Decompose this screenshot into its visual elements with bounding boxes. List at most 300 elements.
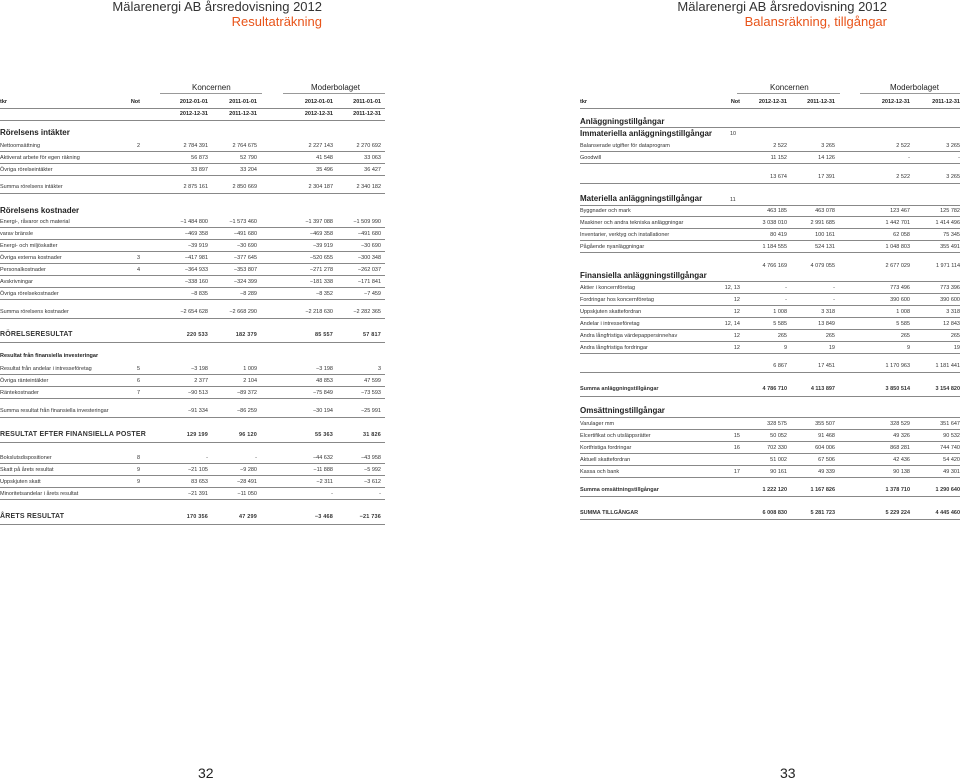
col-head: 2011-12-31: [932, 99, 960, 105]
row-value: −39 919: [312, 243, 333, 249]
section-note: 10: [730, 131, 737, 137]
row-note: 4: [136, 267, 140, 273]
table-row: [0, 407, 385, 415]
table-row: [480, 262, 960, 270]
section-note: 11: [730, 197, 736, 203]
section-title: Omsättningstillgångar: [580, 406, 665, 415]
row-value: −1 509 990: [353, 219, 381, 225]
row-label: Kassa och bank: [580, 469, 620, 475]
rule: [0, 275, 385, 276]
row-value: −9 280: [240, 467, 257, 473]
row-value: −73 593: [360, 390, 381, 396]
row-value: −44 632: [312, 455, 333, 461]
rule: [580, 453, 960, 454]
table-row: [480, 456, 960, 464]
row-value: −90 513: [187, 390, 208, 396]
row-value: −181 338: [309, 279, 333, 285]
row-value: 4 445 460: [935, 510, 960, 516]
row-value: 125 782: [940, 208, 960, 214]
row-label: Pågående nyanläggningar: [580, 244, 645, 250]
group-rule: [160, 93, 262, 94]
table-row: [0, 142, 385, 150]
row-value: −353 807: [233, 267, 257, 273]
row-value: 1 184 555: [762, 244, 787, 250]
rule: [0, 374, 385, 375]
rule: [580, 252, 960, 253]
page-subtitle: Resultaträkning: [231, 14, 322, 29]
row-label: Andra långfristiga värdepappersinnehav: [580, 333, 678, 339]
table-row: [480, 385, 960, 393]
rule: [0, 287, 385, 288]
report-title: Mälarenergi AB årsredovisning 2012: [677, 0, 887, 14]
rule: [580, 127, 960, 128]
row-value: 702 330: [767, 445, 787, 451]
row-value: -: [331, 491, 333, 497]
row-value: −377 645: [233, 255, 257, 261]
row-value: 19: [828, 345, 835, 351]
row-value: −2 654 628: [180, 309, 208, 315]
row-value: 2 522: [896, 143, 910, 149]
row-value: −491 680: [357, 231, 381, 237]
group-rule: [860, 93, 960, 94]
page-number: 33: [780, 765, 796, 780]
col-not: Not: [730, 99, 740, 105]
row-value: 744 740: [940, 445, 960, 451]
row-value: 3 265: [821, 143, 835, 149]
section-title: Rörelsens kostnader: [0, 206, 80, 215]
row-value: 51 002: [770, 457, 787, 463]
col-head: 2012-12-31: [179, 111, 208, 117]
row-value: 54 420: [943, 457, 960, 463]
row-value: −25 991: [360, 408, 381, 414]
row-value: 265: [900, 333, 910, 339]
row-value: −3 612: [364, 479, 381, 485]
rule: [580, 281, 960, 282]
row-value: −171 841: [357, 279, 381, 285]
row-value: −89 372: [236, 390, 257, 396]
row-value: -: [833, 297, 835, 303]
table-row: [0, 278, 385, 286]
table-row: [480, 344, 960, 352]
rule: [0, 442, 385, 443]
row-value: −21 391: [187, 491, 208, 497]
col-head: 2011-01-01: [229, 99, 257, 105]
group-moderbolaget: Moderbolaget: [311, 83, 360, 92]
rule: [580, 353, 960, 354]
table-row: [0, 377, 385, 385]
rule: [580, 240, 960, 241]
group-moderbolaget: Moderbolaget: [890, 83, 939, 92]
section-title: Rörelsens intäkter: [0, 128, 70, 137]
table-row: [480, 284, 960, 292]
rule: [580, 417, 960, 418]
row-value: 11 152: [770, 155, 787, 161]
row-value: 33 063: [364, 155, 381, 161]
row-value: 4 786 710: [762, 386, 787, 392]
col-tkr: tkr: [0, 99, 8, 105]
row-value: 1 167 826: [810, 487, 835, 493]
row-value: 83 653: [191, 479, 208, 485]
section-title: Resultat från finansiella investeringar: [0, 353, 99, 359]
row-value: −11 050: [237, 491, 257, 497]
row-value: 6 008 830: [762, 510, 787, 516]
table-row: [0, 365, 385, 373]
rule: [0, 318, 385, 319]
row-value: 390 600: [940, 297, 960, 303]
row-value: -: [379, 491, 381, 497]
row-label: RESULTAT EFTER FINANSIELLA POSTER: [0, 431, 146, 438]
row-value: 129 199: [186, 432, 208, 438]
rule: [0, 108, 385, 109]
row-value: 1 170 963: [885, 363, 910, 369]
col-head: 2011-12-31: [229, 111, 257, 117]
row-value: −7 459: [364, 291, 381, 297]
row-value: 328 529: [890, 421, 910, 427]
row-value: 4 079 055: [810, 263, 835, 269]
row-value: −39 919: [187, 243, 208, 249]
row-value: 67 506: [818, 457, 835, 463]
table-row: [480, 296, 960, 304]
row-value: −271 278: [309, 267, 333, 273]
row-value: 5 585: [773, 321, 787, 327]
row-value: 1 378 710: [885, 487, 910, 493]
row-label: Aktiverat arbete för egen räkning: [0, 155, 80, 161]
row-value: 773 396: [940, 285, 960, 291]
row-label: Summa rörelsens kostnader: [0, 309, 69, 315]
row-value: 123 467: [890, 208, 910, 214]
row-value: 31 826: [362, 432, 381, 438]
col-head: 2012-01-01: [304, 99, 333, 105]
row-label: Övriga ränteintäkter: [0, 378, 49, 384]
row-label: Övriga rörelsekostnader: [0, 291, 59, 297]
group-rule: [737, 93, 840, 94]
rule: [0, 239, 385, 240]
row-value: 91 468: [818, 433, 835, 439]
column-header-row: [0, 99, 385, 107]
row-value: 2 104: [243, 378, 257, 384]
rule: [0, 151, 385, 152]
rule: [580, 341, 960, 342]
row-note: 16: [733, 445, 740, 451]
row-value: 265: [777, 333, 787, 339]
row-value: −43 958: [360, 455, 381, 461]
row-value: 6 867: [773, 363, 787, 369]
row-label: Bokslutsdispositioner: [0, 455, 52, 461]
row-value: 182 379: [235, 332, 257, 338]
row-value: −262 037: [357, 267, 381, 273]
row-label: Skatt på årets resultat: [0, 467, 54, 473]
row-value: −21 105: [187, 467, 208, 473]
row-label: Avskrivningar: [0, 279, 33, 285]
row-value: -: [908, 155, 910, 161]
table-row: [0, 290, 385, 298]
row-value: -: [833, 285, 835, 291]
row-value: 1 009: [243, 366, 257, 372]
row-value: 90 532: [943, 433, 960, 439]
row-label: Summa resultat från finansiella investeringar: [0, 408, 109, 414]
row-value: −469 358: [184, 231, 208, 237]
row-value: 463 078: [815, 208, 835, 214]
row-value: 3 038 010: [762, 220, 787, 226]
col-not: Not: [130, 99, 140, 105]
row-label: Andra långfristiga fordringar: [580, 345, 648, 351]
row-value: 2 991 685: [810, 220, 835, 226]
table-row: [0, 512, 385, 522]
rule: [580, 108, 960, 109]
page-number: 32: [198, 765, 214, 780]
row-value: -: [958, 155, 960, 161]
rule: [0, 193, 385, 194]
row-label: Uppskjuten skattefordran: [580, 309, 642, 315]
row-value: −2 218 630: [305, 309, 333, 315]
row-label: Övriga rörelseintäkter: [0, 167, 53, 173]
group-koncernen: Koncernen: [192, 83, 231, 92]
row-value: 355 491: [940, 244, 960, 250]
row-value: −30 690: [360, 243, 381, 249]
rule: [0, 463, 385, 464]
row-value: −11 888: [313, 467, 333, 473]
row-value: 170 356: [186, 514, 208, 520]
row-value: −3 198: [191, 366, 208, 372]
table-row: [480, 468, 960, 476]
row-label: Andelar i intresseföretag: [580, 321, 640, 327]
row-value: 2 677 029: [885, 263, 910, 269]
col-head: 2012-12-31: [304, 111, 333, 117]
row-label: RÖRELSERESULTAT: [0, 331, 73, 338]
row-value: −1 484 800: [180, 219, 208, 225]
row-value: 5 229 224: [885, 510, 910, 516]
column-header-row: [480, 99, 960, 107]
row-label: Aktuell skattefordran: [580, 457, 631, 463]
row-label: Summa rörelsens intäkter: [0, 184, 63, 190]
row-label: Räntekostnader: [0, 390, 39, 396]
rule: [580, 317, 960, 318]
row-label: Personalkostnader: [0, 267, 46, 273]
row-value: 17 451: [818, 363, 835, 369]
col-head: 2011-01-01: [353, 99, 381, 105]
row-value: 355 507: [815, 421, 835, 427]
row-value: 47 299: [238, 514, 257, 520]
row-label: Övriga externa kostnader: [0, 255, 62, 261]
section-title: Materiella anläggningstillgångar: [580, 194, 703, 203]
table-row: [480, 207, 960, 215]
row-value: 773 496: [890, 285, 910, 291]
row-label: Energi- och miljöskatter: [0, 243, 58, 249]
row-label: Balanserade utgifter för dataprogram: [580, 143, 670, 149]
row-note: 12, 14: [724, 321, 740, 327]
row-value: −30 194: [312, 408, 333, 414]
row-value: 35 496: [316, 167, 333, 173]
row-value: −8 835: [191, 291, 208, 297]
row-value: 2 270 692: [356, 143, 381, 149]
row-value: 463 185: [767, 208, 787, 214]
row-label: Aktier i koncernföretag: [580, 285, 636, 291]
table-row: [0, 330, 385, 340]
table-row: [480, 420, 960, 428]
rule: [580, 183, 960, 184]
row-value: 604 006: [815, 445, 835, 451]
row-value: 36 427: [364, 167, 381, 173]
row-value: 1 414 496: [935, 220, 960, 226]
row-value: −469 358: [309, 231, 333, 237]
row-label: varav bränsle: [0, 231, 34, 237]
rule: [0, 175, 385, 176]
row-value: 90 138: [893, 469, 910, 475]
col-head: 2012-01-01: [179, 99, 208, 105]
row-label: Goodwill: [580, 155, 602, 161]
report-title: Mälarenergi AB årsredovisning 2012: [112, 0, 322, 14]
rule: [0, 499, 385, 500]
row-value: 4 113 897: [810, 386, 835, 392]
rule: [580, 205, 960, 206]
row-value: 524 131: [815, 244, 835, 250]
row-value: 49 301: [943, 469, 960, 475]
row-label: ÅRETS RESULTAT: [0, 513, 65, 520]
row-value: -: [255, 455, 257, 461]
row-label: Resultat från andelar i intresseföretag: [0, 366, 92, 372]
table-row: [480, 219, 960, 227]
row-value: 2 377: [194, 378, 208, 384]
rule: [0, 251, 385, 252]
col-head: 2011-12-31: [353, 111, 381, 117]
row-label: Summa anläggningstillgångar: [580, 386, 659, 392]
row-label: SUMMA TILLGÅNGAR: [580, 510, 639, 516]
row-value: 41 548: [316, 155, 333, 161]
rule: [0, 227, 385, 228]
rule: [580, 305, 960, 306]
row-value: -: [206, 455, 208, 461]
rule: [0, 487, 385, 488]
rule: [0, 342, 385, 343]
row-value: 9: [906, 345, 910, 351]
rule: [580, 293, 960, 294]
col-head: 2012-12-31: [881, 99, 910, 105]
row-value: 48 853: [316, 378, 333, 384]
row-value: −417 981: [184, 255, 208, 261]
row-value: 100 161: [815, 232, 835, 238]
row-value: −1 573 460: [229, 219, 257, 225]
row-value: −1 397 088: [305, 219, 333, 225]
row-label: Byggnader och mark: [580, 208, 631, 214]
rule: [0, 386, 385, 387]
row-value: 17 391: [818, 174, 835, 180]
row-value: 33 897: [191, 167, 208, 173]
row-label: Uppskjuten skatt: [0, 479, 41, 485]
table-row: [480, 332, 960, 340]
row-value: 2 227 143: [308, 143, 333, 149]
row-value: 13 674: [770, 174, 787, 180]
rule: [580, 477, 960, 478]
table-row: [0, 430, 385, 440]
row-value: 868 281: [890, 445, 910, 451]
row-value: 1 008: [896, 309, 910, 315]
row-value: −86 259: [236, 408, 257, 414]
row-value: 1 442 701: [885, 220, 910, 226]
row-value: 1 222 120: [762, 487, 787, 493]
row-note: 9: [136, 479, 140, 485]
row-value: −75 849: [312, 390, 333, 396]
row-value: 3: [377, 366, 381, 372]
row-note: 12: [733, 297, 740, 303]
rule: [0, 475, 385, 476]
rule: [0, 163, 385, 164]
row-note: 9: [136, 467, 140, 473]
rule: [0, 299, 385, 300]
row-label: Fordringar hos koncernföretag: [580, 297, 654, 303]
col-head: 2012-12-31: [758, 99, 787, 105]
table-row: [480, 173, 960, 181]
row-value: 4 766 169: [762, 263, 787, 269]
row-value: 2 522: [896, 174, 910, 180]
row-value: 49 326: [893, 433, 910, 439]
table-row: [480, 486, 960, 494]
row-value: 2 522: [773, 143, 787, 149]
row-value: 85 557: [314, 332, 333, 338]
row-note: 12: [733, 333, 740, 339]
row-value: 3 265: [946, 143, 960, 149]
row-note: 6: [136, 378, 140, 384]
row-value: −2 668 290: [229, 309, 257, 315]
row-label: Varulager mm: [580, 421, 615, 427]
row-value: 90 161: [770, 469, 787, 475]
row-value: 13 849: [818, 321, 835, 327]
rule: [580, 441, 960, 442]
page-subtitle: Balansräkning, tillgångar: [744, 14, 887, 29]
rule: [580, 519, 960, 520]
rule: [0, 398, 385, 399]
row-value: −91 334: [187, 408, 208, 414]
section-title: Immateriella anläggningstillgångar: [580, 129, 713, 138]
row-value: −520 655: [309, 255, 333, 261]
row-value: −2 311: [316, 479, 333, 485]
table-row: [0, 266, 385, 274]
row-value: 2 764 675: [232, 143, 257, 149]
row-value: 220 533: [186, 332, 208, 338]
table-row: [0, 478, 385, 486]
row-note: 8: [136, 455, 140, 461]
row-value: 56 873: [191, 155, 208, 161]
rule: [0, 120, 385, 121]
row-label: Inventarier, verktyg och installationer: [580, 232, 670, 238]
table-row: [480, 509, 960, 517]
row-value: −30 690: [236, 243, 257, 249]
table-row: [0, 389, 385, 397]
row-value: 14 126: [818, 155, 835, 161]
section-title: Anläggningstillgångar: [580, 117, 665, 126]
row-note: 2: [136, 143, 140, 149]
row-value: 3 318: [946, 309, 960, 315]
row-value: 9: [783, 345, 787, 351]
column-header-row: [0, 111, 385, 119]
table-row: [480, 444, 960, 452]
row-value: 49 339: [818, 469, 835, 475]
col-tkr: tkr: [580, 99, 588, 105]
table-row: [480, 142, 960, 150]
row-value: 75 345: [943, 232, 960, 238]
row-note: 5: [136, 366, 140, 372]
table-row: [480, 362, 960, 370]
row-value: −3 468: [314, 514, 333, 520]
group-koncernen: Koncernen: [770, 83, 809, 92]
row-value: −21 736: [359, 514, 381, 520]
row-value: 1 181 441: [935, 363, 960, 369]
rule: [580, 228, 960, 229]
table-row: [480, 308, 960, 316]
group-rule: [283, 93, 385, 94]
row-note: 15: [733, 433, 740, 439]
row-value: 19: [953, 345, 960, 351]
row-value: 47 599: [364, 378, 381, 384]
